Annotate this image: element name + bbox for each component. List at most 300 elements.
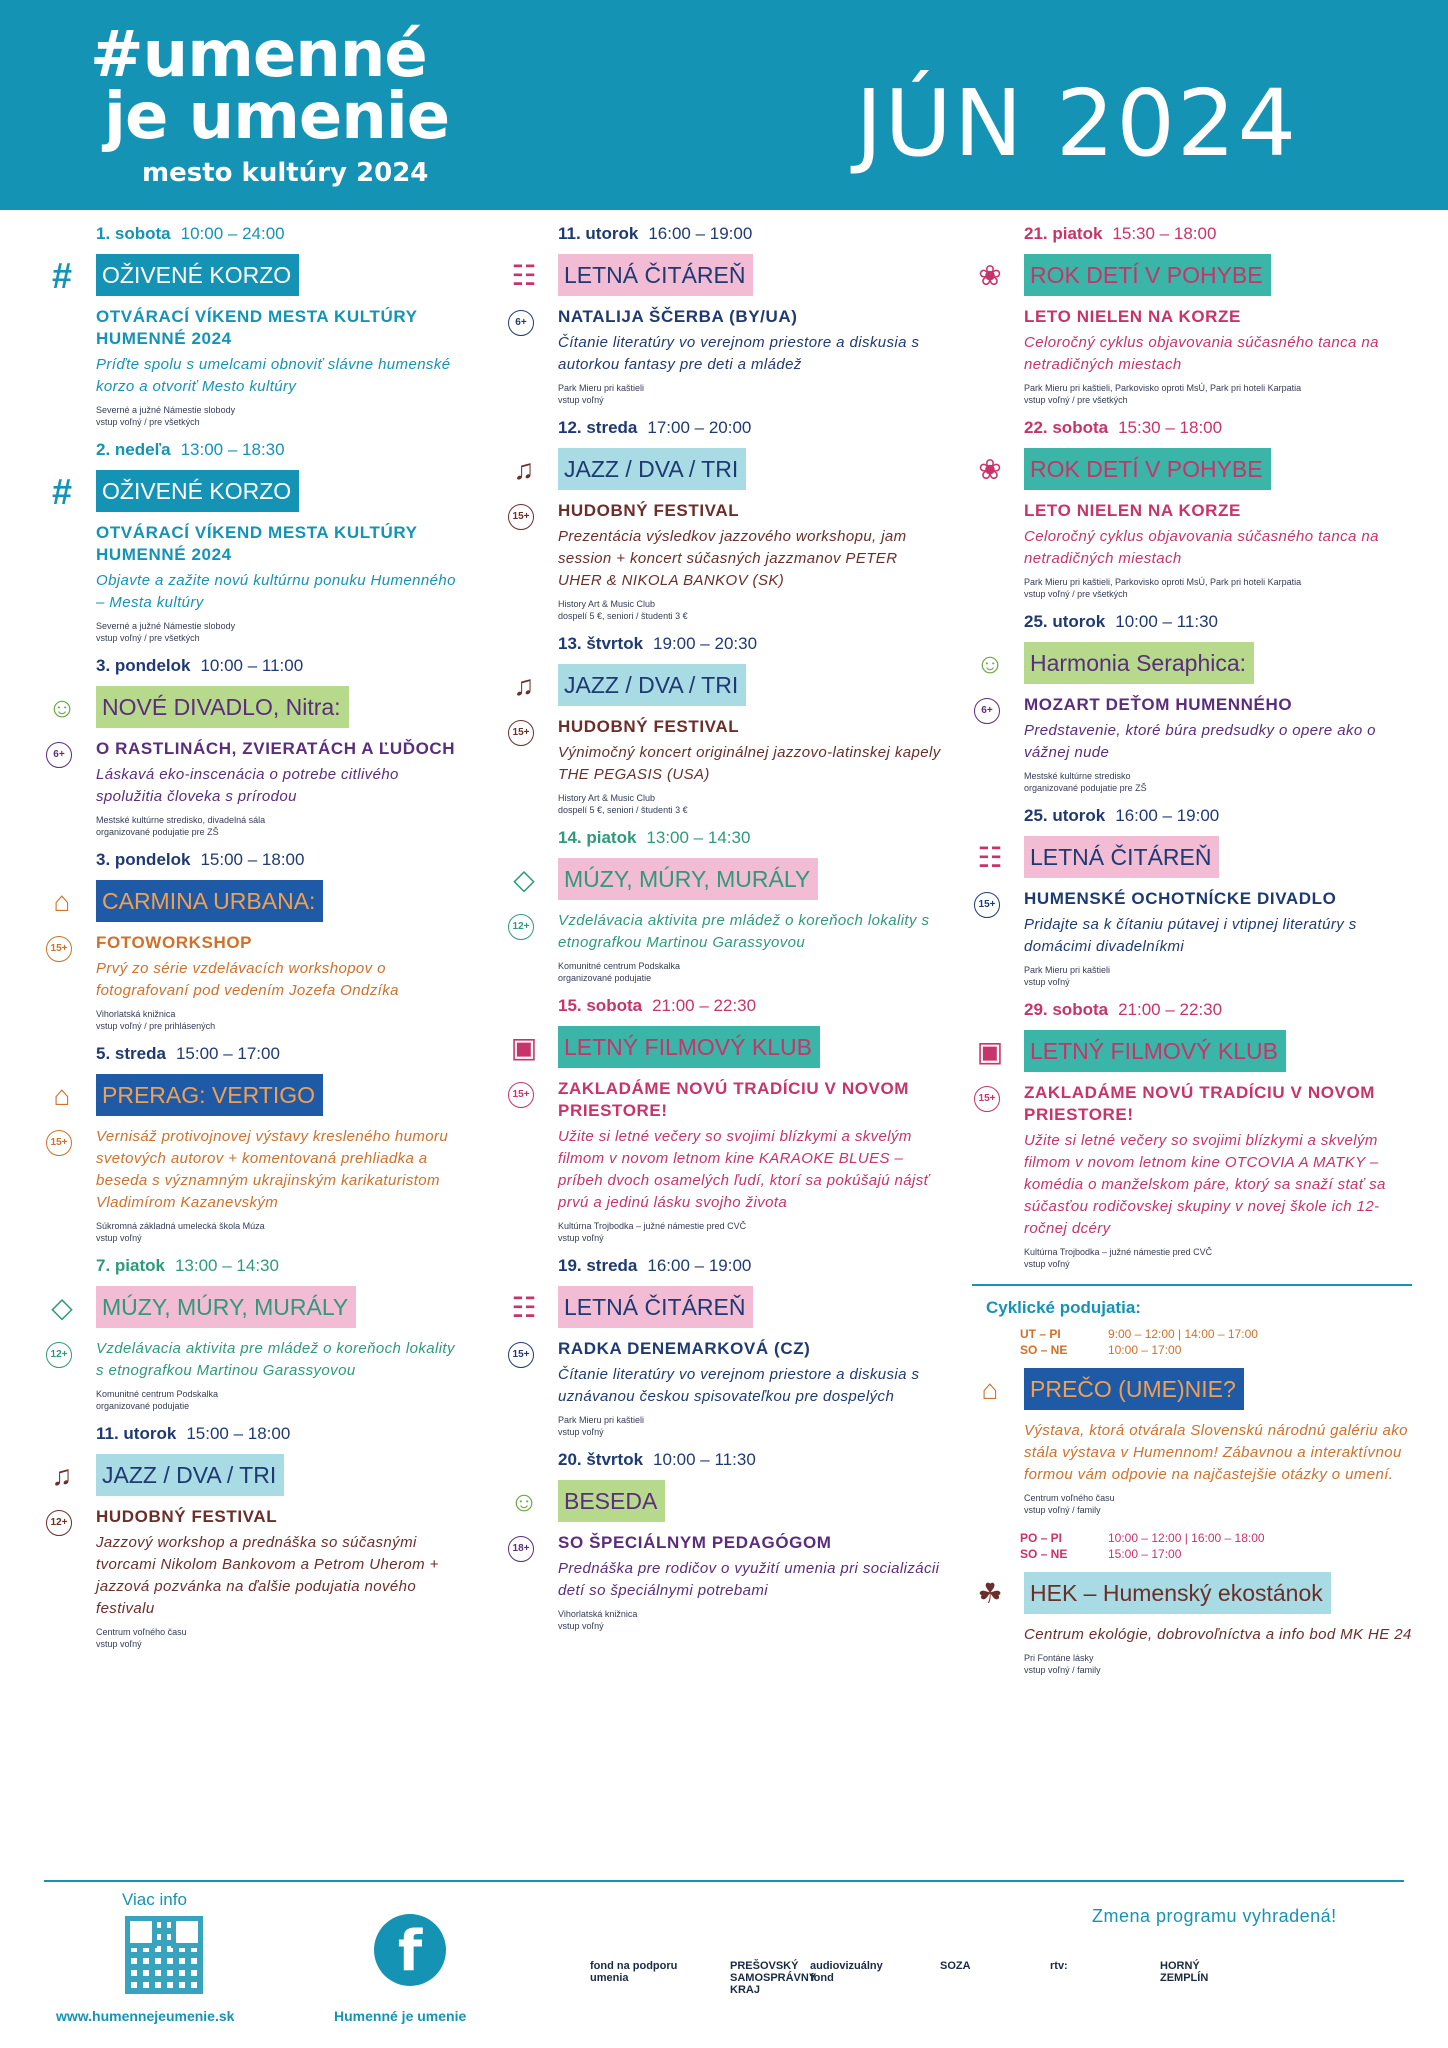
entry-info: vstup voľný xyxy=(558,1427,604,1437)
event-date xyxy=(96,1044,464,1064)
venue-name: Pri Fontáne lásky xyxy=(1024,1653,1094,1663)
event-time: 10:00 – 11:30 xyxy=(1115,612,1218,631)
hours-days: UT – PI xyxy=(1020,1327,1061,1341)
event-item xyxy=(972,806,1412,988)
theatre-masks-icon: ☺ xyxy=(975,648,1005,679)
age-badge: 6+ xyxy=(508,310,534,336)
event-description: Výnimočný koncert originálnej jazzovo-latinskej kapely THE PEGASIS (USA) xyxy=(558,744,941,783)
event-date xyxy=(558,1450,946,1470)
diamond-icon: ◇ xyxy=(513,864,535,895)
event-item xyxy=(506,996,946,1244)
event-item xyxy=(44,656,464,838)
event-category-tag[interactable]: LETNÝ FILMOVÝ KLUB xyxy=(1024,1030,1286,1072)
event-item xyxy=(972,418,1412,600)
event-day: 25. utorok xyxy=(1024,612,1106,631)
event-title: FOTOWORKSHOP xyxy=(96,933,253,952)
event-body xyxy=(50,932,464,1032)
venue-name: Kultúrna Trojbodka – južné námestie pred CVČ xyxy=(558,1221,747,1231)
event-category-tag[interactable]: LETNÁ ČITÁREŇ xyxy=(558,1286,753,1328)
tag-row xyxy=(506,448,946,490)
event-day: 21. piatok xyxy=(1024,224,1103,243)
event-item xyxy=(506,1256,946,1438)
event-description: Objavte a zažite novú kultúrnu ponuku Humenného – Mesta kultúry xyxy=(96,572,456,611)
tag-row xyxy=(506,1286,946,1328)
event-description: Prvý zo série vzdelávacích workshopov o fotografovaní pod vedením Jozefa Ondzíka xyxy=(96,960,399,999)
event-time: 10:00 – 11:00 xyxy=(200,656,304,675)
tag-row xyxy=(972,1368,1412,1410)
event-venue xyxy=(558,1220,946,1244)
event-description: Centrum ekológie, dobrovoľníctva a info bod MK HE 24 xyxy=(1024,1626,1412,1643)
event-time: 17:00 – 20:00 xyxy=(647,418,752,437)
venue-name: Park Mieru pri kaštieli xyxy=(558,383,645,393)
event-category-tag[interactable]: LETNÁ ČITÁREŇ xyxy=(1024,836,1219,878)
event-description: Celoročný cyklus objavovania súčasného tanca na netradičných miestach xyxy=(1024,334,1379,373)
event-description: Celoročný cyklus objavovania súčasného tanca na netradičných miestach xyxy=(1024,528,1379,567)
event-category-tag[interactable]: Harmonia Seraphica: xyxy=(1024,642,1254,684)
age-badge: 15+ xyxy=(508,720,534,746)
event-category-tag[interactable]: ROK DETÍ V POHYBE xyxy=(1024,254,1271,296)
venue-name: Park Mieru pri kaštieli xyxy=(558,1415,645,1425)
open-book-icon: ☷ xyxy=(977,842,1003,873)
tag-row xyxy=(506,1026,946,1068)
event-category-tag[interactable]: OŽIVENÉ KORZO xyxy=(96,470,299,512)
music-note-icon: ♫ xyxy=(51,1460,73,1491)
event-category-tag[interactable]: LETNÁ ČITÁREŇ xyxy=(558,254,753,296)
column-3-events xyxy=(972,224,1412,1270)
dancers-icon: ❀ xyxy=(978,260,1002,291)
entry-info: vstup voľný xyxy=(1024,977,1070,987)
hashtag-icon: # xyxy=(51,255,73,296)
logo xyxy=(90,18,450,188)
event-venue xyxy=(1024,576,1412,600)
venue-name: Mestské kultúrne stredisko, divadelná sála xyxy=(96,815,266,825)
event-body xyxy=(1024,500,1412,600)
event-body xyxy=(50,1338,464,1412)
cyclic-block-ekostanok xyxy=(977,1530,1412,1676)
event-time: 13:00 – 18:30 xyxy=(180,440,285,459)
event-date xyxy=(96,224,464,244)
tag-row xyxy=(972,1572,1412,1614)
event-date xyxy=(558,828,946,848)
age-badge: 15+ xyxy=(974,892,1000,918)
event-day: 7. piatok xyxy=(96,1256,165,1275)
event-title: LETO NIELEN NA KORZE xyxy=(1024,501,1241,520)
tag-row xyxy=(972,1030,1412,1072)
event-item xyxy=(44,1424,464,1650)
event-body xyxy=(512,1532,946,1632)
gallery-icon: ⌂ xyxy=(53,886,71,917)
age-badge: 6+ xyxy=(46,742,72,768)
tag-row xyxy=(44,1074,464,1116)
tag-row xyxy=(44,686,464,728)
event-day: 20. štvrtok xyxy=(558,1450,644,1469)
tag-row xyxy=(44,254,464,296)
age-badge: 15+ xyxy=(46,1130,72,1156)
tag-row xyxy=(44,1454,464,1496)
age-badge: 12+ xyxy=(46,1342,72,1368)
event-item xyxy=(44,850,464,1032)
event-title: OTVÁRACÍ VÍKEND MESTA KULTÚRY HUMENNÉ 2024 xyxy=(96,307,418,348)
website-link[interactable]: www.humennejeumenie.sk xyxy=(56,2008,235,2024)
event-time: 13:00 – 14:30 xyxy=(174,1256,279,1275)
event-item xyxy=(972,1572,1412,1676)
event-body xyxy=(50,1506,464,1650)
event-body xyxy=(981,694,1412,794)
header-banner xyxy=(0,0,1448,210)
age-badge: 12+ xyxy=(508,914,534,940)
event-title: SO ŠPECIÁLNYM PEDAGÓGOM xyxy=(558,1533,832,1552)
event-title: LETO NIELEN NA KORZE xyxy=(1024,307,1241,326)
event-date xyxy=(1024,612,1412,632)
age-badge: 15+ xyxy=(508,504,534,530)
event-time: 19:00 – 20:30 xyxy=(653,634,758,653)
event-venue xyxy=(1024,382,1412,406)
entry-info: dospelí 5 €, seniori / študenti 3 € xyxy=(558,611,688,621)
tag-row xyxy=(972,836,1412,878)
event-venue xyxy=(1024,770,1412,794)
age-badge: 15+ xyxy=(508,1342,534,1368)
event-time: 13:00 – 14:30 xyxy=(646,828,751,847)
event-day: 3. pondelok xyxy=(96,656,191,675)
event-day: 2. nedeľa xyxy=(96,440,171,459)
event-description: Užite si letné večery so svojimi blízkymi a skvelým filmom v novom letnom kine KARAOKE BLUES – príbeh dvoch osamelých ľudí, ktorí sa pokúšajú nájsť prvú a jedinú lásku svojho života xyxy=(558,1128,930,1211)
venue-name: Vihorlatská knižnica xyxy=(558,1609,638,1619)
event-item xyxy=(44,440,464,644)
event-date xyxy=(96,1256,464,1276)
sponsor-logo: PREŠOVSKÝ SAMOSPRÁVNY KRAJ xyxy=(730,1960,816,1996)
event-title: O RASTLINÁCH, ZVIERATÁCH A ĽUĎOCH xyxy=(96,739,456,758)
opening-hours xyxy=(986,1530,1412,1562)
event-item xyxy=(972,612,1412,794)
event-day: 15. sobota xyxy=(558,996,643,1015)
event-title: HUDOBNÝ FESTIVAL xyxy=(558,717,740,736)
entry-info: vstup voľný / pre všetkých xyxy=(96,417,200,427)
event-body xyxy=(512,910,946,984)
logo-line3: mesto kultúry 2024 xyxy=(142,158,429,188)
event-time: 16:00 – 19:00 xyxy=(647,1256,752,1275)
event-description: Vernisáž protivojnovej výstavy kresleného humoru svetových autorov + komentovaná prehliadka a beseda s významným ukrajinským karikaturistom Vladimírom Kazanevským xyxy=(96,1128,449,1211)
event-description: Príďte spolu s umelcami obnoviť slávne humenské korzo a otvoriť Mesto kultúry xyxy=(96,356,451,395)
tag-row xyxy=(506,254,946,296)
entry-info: vstup voľný xyxy=(96,1639,142,1649)
cyclic-block-galeria xyxy=(981,1326,1412,1516)
entry-info: organizované podujatie xyxy=(558,973,652,983)
program-change-note: Zmena programu vyhradená! xyxy=(1092,1906,1337,1926)
event-time: 21:00 – 22:30 xyxy=(652,996,757,1015)
hours-times: 10:00 – 17:00 xyxy=(1108,1343,1182,1357)
event-body xyxy=(1024,1420,1412,1516)
entry-info: organizované podujatie pre ZŠ xyxy=(1024,783,1147,793)
event-venue xyxy=(96,814,464,838)
hashtag-icon: # xyxy=(51,471,73,512)
event-title: ZAKLADÁME NOVÚ TRADÍCIU V NOVOM PRIESTORE! xyxy=(1024,1083,1376,1124)
venue-name: History Art & Music Club xyxy=(558,599,656,609)
event-date xyxy=(1024,224,1412,244)
venue-name: Park Mieru pri kaštieli, Parkovisko oproti MsÚ, Park pri hoteli Karpatia xyxy=(1024,577,1302,587)
venue-name: Severné a južné Námestie slobody xyxy=(96,405,236,415)
entry-info: vstup voľný / pre všetkých xyxy=(1024,395,1128,405)
event-day: 5. streda xyxy=(96,1044,166,1063)
event-body xyxy=(1024,306,1412,406)
open-book-icon: ☷ xyxy=(511,260,537,291)
event-body xyxy=(978,888,1412,988)
hours-times: 10:00 – 12:00 | 16:00 – 18:00 xyxy=(1108,1531,1265,1545)
event-date xyxy=(558,1256,946,1276)
event-description: Čítanie literatúry vo verejnom priestore a diskusia s uznávanou českou spisovateľkou pre dospelých xyxy=(558,1366,920,1405)
event-title: HUMENSKÉ OCHOTNÍCKE DIVADLO xyxy=(1024,889,1337,908)
event-time: 16:00 – 19:00 xyxy=(1115,806,1220,825)
event-description: Čítanie literatúry vo verejnom priestore a diskusia s autorkou fantasy pre deti a mládež xyxy=(558,334,920,373)
event-item xyxy=(506,418,946,622)
entry-info: organizované podujatie xyxy=(96,1401,190,1411)
facebook-icon[interactable]: f xyxy=(374,1914,446,1986)
event-body xyxy=(512,1078,946,1244)
event-body xyxy=(978,1082,1412,1270)
music-note-icon: ♫ xyxy=(513,670,535,701)
event-category-tag[interactable]: JAZZ / DVA / TRI xyxy=(558,664,746,706)
entry-info: dospelí 5 €, seniori / študenti 3 € xyxy=(558,805,688,815)
event-item xyxy=(972,1368,1412,1516)
event-time: 15:30 – 18:00 xyxy=(1118,418,1223,437)
event-description: Láskavá eko-inscenácia o potrebe citlivého spolužitia človeka s prírodou xyxy=(96,766,399,805)
venue-name: Súkromná základná umelecká škola Múza xyxy=(96,1221,265,1231)
event-category-tag[interactable]: PRERAG: VERTIGO xyxy=(96,1074,323,1116)
entry-info: vstup voľný / pre všetkých xyxy=(96,633,200,643)
event-venue xyxy=(96,1388,464,1412)
event-day: 29. sobota xyxy=(1024,1000,1109,1019)
venue-name: Park Mieru pri kaštieli, Parkovisko oproti MsÚ, Park pri hoteli Karpatia xyxy=(1024,383,1302,393)
event-day: 25. utorok xyxy=(1024,806,1106,825)
event-category-tag[interactable]: OŽIVENÉ KORZO xyxy=(96,254,299,296)
event-time: 15:00 – 17:00 xyxy=(175,1044,280,1063)
event-body xyxy=(50,1126,464,1244)
event-date xyxy=(96,656,464,676)
event-date xyxy=(1024,418,1412,438)
tag-row xyxy=(44,880,464,922)
venue-name: Vihorlatská knižnica xyxy=(96,1009,176,1019)
venue-name: Centrum voľného času xyxy=(96,1627,187,1637)
event-category-tag[interactable]: MÚZY, MÚRY, MURÁLY xyxy=(96,1286,356,1328)
venue-name: Kultúrna Trojbodka – južné námestie pred CVČ xyxy=(1024,1247,1213,1257)
event-title: HUDOBNÝ FESTIVAL xyxy=(96,1507,278,1526)
cyclic-events xyxy=(972,1284,1412,1676)
entry-info: vstup voľný xyxy=(558,395,604,405)
event-venue xyxy=(96,620,464,644)
event-day: 1. sobota xyxy=(96,224,171,243)
event-item xyxy=(506,634,946,816)
event-item xyxy=(506,1450,946,1632)
event-item xyxy=(506,224,946,406)
event-category-tag[interactable]: NOVÉ DIVADLO, Nitra: xyxy=(96,686,349,728)
event-category-tag[interactable]: CARMINA URBANA: xyxy=(96,880,323,922)
age-badge: 18+ xyxy=(508,1536,534,1562)
event-item xyxy=(44,1044,464,1244)
event-item xyxy=(44,1256,464,1412)
event-venue xyxy=(96,404,464,428)
sponsor-logo: audiovizuálny fond xyxy=(810,1960,883,1984)
event-category-tag[interactable]: MÚZY, MÚRY, MURÁLY xyxy=(558,858,818,900)
theatre-masks-icon: ☺ xyxy=(47,692,77,723)
event-date xyxy=(558,996,946,1016)
event-venue xyxy=(558,792,946,816)
gallery-icon: ⌂ xyxy=(981,1374,999,1405)
event-time: 21:00 – 22:30 xyxy=(1118,1000,1223,1019)
event-body xyxy=(53,738,464,838)
music-note-icon: ♫ xyxy=(513,454,535,485)
event-description: Jazzový workshop a prednáška so súčasnými tvorcami Nikolom Bankovom a Petrom Uherom + jazzová pozvánka na ďalšie podujatia nového festivalu xyxy=(96,1534,439,1617)
gallery-icon: ⌂ xyxy=(53,1080,71,1111)
event-item xyxy=(972,1000,1412,1270)
event-description: Pridajte sa k čítaniu pútavej i vtipnej literatúry s domácimi divadelníkmi xyxy=(1024,916,1357,955)
venue-name: Severné a južné Námestie slobody xyxy=(96,621,236,631)
event-title: HUDOBNÝ FESTIVAL xyxy=(558,501,740,520)
venue-name: Centrum voľného času xyxy=(1024,1493,1115,1503)
event-category-tag[interactable]: JAZZ / DVA / TRI xyxy=(96,1454,284,1496)
event-title: NATALIJA ŠČERBA (BY/UA) xyxy=(558,307,798,326)
event-body xyxy=(1024,1624,1412,1676)
event-date xyxy=(96,440,464,460)
event-venue xyxy=(1024,1652,1412,1676)
sponsor-logo: rtv: xyxy=(1050,1960,1068,1972)
venue-name: Komunitné centrum Podskalka xyxy=(96,1389,219,1399)
dancers-icon: ❀ xyxy=(978,454,1002,485)
event-time: 16:00 – 19:00 xyxy=(648,224,753,243)
event-date xyxy=(558,634,946,654)
tag-row xyxy=(506,858,946,900)
event-item xyxy=(506,828,946,984)
event-body xyxy=(96,306,464,428)
entry-info: vstup voľný / pre všetkých xyxy=(1024,589,1128,599)
event-description: Vzdelávacia aktivita pre mládež o koreňoch lokality s etnografkou Martinou Garassyovou xyxy=(558,912,930,951)
event-category-tag[interactable]: PREČO (UME)NIE? xyxy=(1024,1368,1244,1410)
tag-row xyxy=(506,1480,946,1522)
film-camera-icon: ▣ xyxy=(976,1036,1004,1067)
event-venue xyxy=(1024,1246,1412,1270)
tag-row xyxy=(44,1286,464,1328)
event-day: 3. pondelok xyxy=(96,850,191,869)
event-category-tag[interactable]: ROK DETÍ V POHYBE xyxy=(1024,448,1271,490)
opening-hours xyxy=(986,1326,1412,1358)
sponsor-logo: HORNÝ ZEMPLÍN xyxy=(1160,1960,1209,1984)
event-date xyxy=(558,418,946,438)
event-venue xyxy=(558,382,946,406)
event-description: Vzdelávacia aktivita pre mládež o koreňoch lokality s etnografkou Martinou Garassyovou xyxy=(96,1340,455,1379)
event-venue xyxy=(96,1626,464,1650)
theatre-masks-icon: ☺ xyxy=(509,1486,539,1517)
entry-info: organizované podujatie pre ZŠ xyxy=(96,827,219,837)
sponsor-logo: SOZA xyxy=(940,1960,971,1972)
event-item xyxy=(972,224,1412,406)
diamond-icon: ◇ xyxy=(51,1292,73,1323)
entry-info: vstup voľný / pre prihlásených xyxy=(96,1021,216,1031)
venue-name: History Art & Music Club xyxy=(558,793,656,803)
event-title: RADKA DENEMARKOVÁ (CZ) xyxy=(558,1339,811,1358)
event-description: Užite si letné večery so svojimi blízkymi a skvelým filmom v novom letnom kine OTCOVIA A MATKY – komédia o manželskom páre, ktorý sa snaží stať sa súčasťou rodičovskej skupiny v novej škole ich 12-ročnej dcéry xyxy=(1024,1132,1386,1237)
event-venue xyxy=(96,1220,464,1244)
entry-info: vstup voľný xyxy=(96,1233,142,1243)
tag-row xyxy=(44,470,464,512)
tag-row xyxy=(972,642,1412,684)
age-badge: 15+ xyxy=(508,1082,534,1108)
event-body xyxy=(512,1338,946,1438)
film-camera-icon: ▣ xyxy=(510,1032,538,1063)
event-category-tag[interactable]: LETNÝ FILMOVÝ KLUB xyxy=(558,1026,820,1068)
event-day: 13. štvrtok xyxy=(558,634,644,653)
entry-info: vstup voľný / family xyxy=(1024,1505,1101,1515)
event-time: 10:00 – 24:00 xyxy=(180,224,285,243)
event-description: Prednáška pre rodičov o využití umenia pri socializácii detí so špeciálnymi potrebami xyxy=(558,1560,940,1599)
event-date xyxy=(558,224,946,244)
logo-line1: #umenné xyxy=(90,18,427,92)
tag-row xyxy=(506,664,946,706)
hours-days: SO – NE xyxy=(1020,1343,1068,1357)
column-3 xyxy=(972,224,1412,1688)
event-venue xyxy=(1024,1492,1412,1516)
event-venue xyxy=(558,1414,946,1438)
event-body xyxy=(512,500,946,622)
event-body xyxy=(512,716,946,816)
venue-name: Komunitné centrum Podskalka xyxy=(558,961,681,971)
venue-name: Mestské kultúrne stredisko xyxy=(1024,771,1131,781)
event-venue xyxy=(558,1608,946,1632)
hours-times: 9:00 – 12:00 | 14:00 – 17:00 xyxy=(1108,1327,1258,1341)
entry-info: vstup voľný / family xyxy=(1024,1665,1101,1675)
event-category-tag[interactable]: HEK – Humenský ekostánok xyxy=(1024,1572,1331,1614)
age-badge: 12+ xyxy=(46,1510,72,1536)
entry-info: vstup voľný xyxy=(558,1233,604,1243)
more-info-label: Viac info xyxy=(122,1890,187,1909)
cyclic-title: Cyklické podujatia: xyxy=(986,1298,1141,1317)
hours-times: 15:00 – 17:00 xyxy=(1108,1547,1182,1561)
event-day: 12. streda xyxy=(558,418,638,437)
event-day: 19. streda xyxy=(558,1256,638,1275)
event-category-tag[interactable]: JAZZ / DVA / TRI xyxy=(558,448,746,490)
column-1 xyxy=(44,224,464,1662)
footer-divider xyxy=(44,1880,1404,1882)
event-title: OTVÁRACÍ VÍKEND MESTA KULTÚRY HUMENNÉ 2024 xyxy=(96,523,418,564)
event-description: Prezentácia výsledkov jazzového workshopu, jam session + koncert súčasných jazzmanov PETER UHER & NIKOLA BANKOV (SK) xyxy=(558,528,907,589)
column-2 xyxy=(506,224,946,1644)
event-category-tag[interactable]: BESEDA xyxy=(558,1480,665,1522)
logo-line2: je umenie xyxy=(104,80,450,154)
event-body xyxy=(515,306,946,406)
hours-days: PO – PI xyxy=(1020,1531,1063,1545)
venue-name: Park Mieru pri kaštieli xyxy=(1024,965,1111,975)
event-day: 22. sobota xyxy=(1024,418,1109,437)
event-description: Predstavenie, ktoré búra predsudky o opere ako o vážnej nude xyxy=(1024,722,1376,761)
event-date xyxy=(1024,806,1412,826)
event-date xyxy=(96,850,464,870)
event-description: Výstava, ktorá otvárala Slovenskú národnú galériu ako stála výstava v Humennom! Zábavnou a interaktívnou formou vám odpovie na najčastejšie otázky o umení. xyxy=(1024,1422,1408,1483)
event-body xyxy=(96,522,464,644)
event-title: MOZART DEŤOM HUMENNÉHO xyxy=(1024,695,1293,714)
tag-row xyxy=(972,448,1412,490)
event-day: 11. utorok xyxy=(96,1424,177,1443)
event-date xyxy=(1024,1000,1412,1020)
entry-info: vstup voľný xyxy=(1024,1259,1070,1269)
event-venue xyxy=(96,1008,464,1032)
event-venue xyxy=(1024,964,1412,988)
event-item xyxy=(44,224,464,428)
qr-code-icon[interactable] xyxy=(125,1916,203,1994)
facebook-page-link[interactable]: Humenné je umenie xyxy=(334,2008,467,2024)
age-badge: 6+ xyxy=(974,698,1000,724)
eco-hands-icon: ☘ xyxy=(977,1578,1003,1609)
open-book-icon: ☷ xyxy=(511,1292,537,1323)
event-title: ZAKLADÁME NOVÚ TRADÍCIU V NOVOM PRIESTORE! xyxy=(558,1079,910,1120)
event-time: 15:00 – 18:00 xyxy=(200,850,305,869)
event-time: 10:00 – 11:30 xyxy=(653,1450,756,1469)
